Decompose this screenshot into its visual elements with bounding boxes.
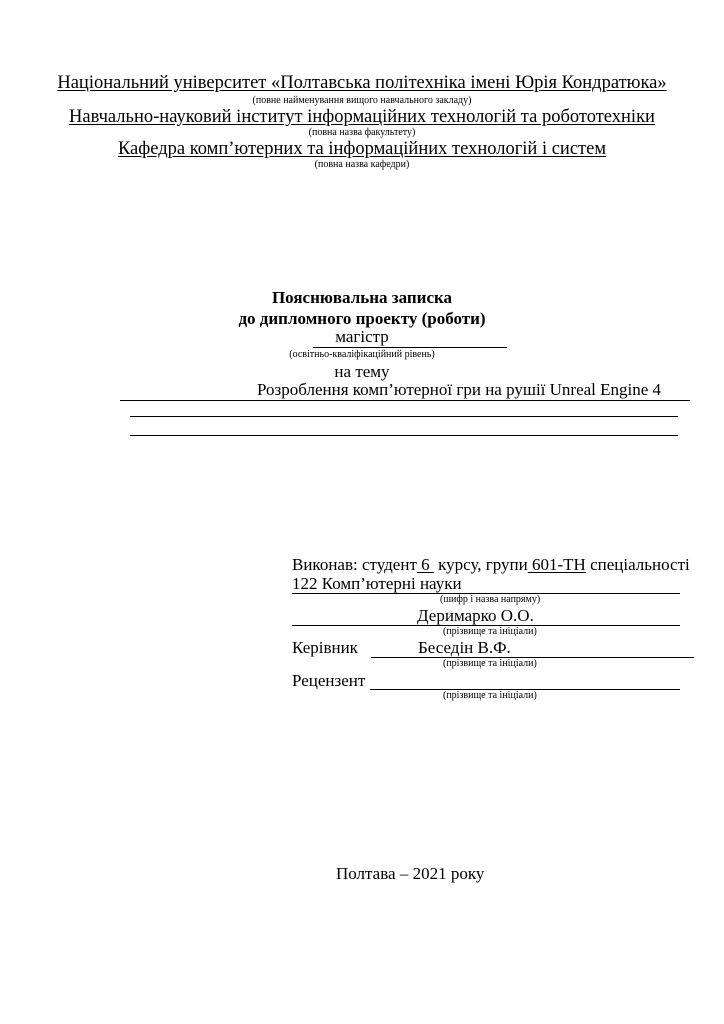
supervisor-name: Беседін В.Ф.: [418, 638, 511, 657]
author-name: Деримарко О.О.: [417, 606, 534, 625]
city-year: Полтава – 2021 року: [336, 864, 485, 883]
supervisor-hint: (прізвище та ініціали): [443, 658, 537, 669]
specialty-value: 122 Комп’ютерні науки: [292, 574, 462, 593]
author-name-hint: (прізвище та ініціали): [443, 626, 537, 637]
document-title: Пояснювальна записка: [271, 288, 453, 307]
specialty-hint: (шифр і назва напряму): [440, 594, 541, 605]
qualification-level: магістр: [335, 327, 389, 346]
topic-title: Розроблення комп’ютерної гри на рушії Unreal Engine 4: [257, 380, 662, 399]
topic-line-3: [130, 435, 678, 436]
topic-underline: [120, 400, 690, 401]
course-value: 6: [421, 555, 430, 574]
document-subtitle: до дипломного проекту (роботи): [238, 309, 486, 328]
reviewer-label: Рецензент: [292, 671, 366, 690]
institute-name: Навчально-науковий інститут інформаційних технологій та робототехніки: [69, 107, 655, 127]
course-label: курсу, групи: [438, 555, 528, 574]
level-underline: [313, 347, 507, 348]
qualification-level-hint: (освітньо-кваліфікаційний рівень): [289, 349, 435, 360]
department-hint: (повна назва кафедри): [314, 159, 410, 170]
author-prefix: Виконав: студент: [292, 555, 417, 574]
specialty-label: спеціальності: [590, 555, 690, 574]
on-topic-label: на тему: [334, 362, 390, 381]
author-line: [292, 555, 690, 575]
institute-hint: (повна назва факультету): [308, 127, 416, 138]
reviewer-hint: (прізвище та ініціали): [443, 690, 537, 701]
university-hint: (повне найменування вищого навчального закладу): [252, 95, 472, 106]
supervisor-label: Керівник: [292, 638, 358, 657]
university-name: Національний університет «Полтавська політехніка імені Юрія Кондратюка»: [57, 73, 667, 93]
department-name: Кафедра комп’ютерних та інформаційних технологій і систем: [117, 139, 607, 159]
group-value: 601-ТН: [531, 555, 586, 574]
topic-line-2: [130, 416, 678, 417]
